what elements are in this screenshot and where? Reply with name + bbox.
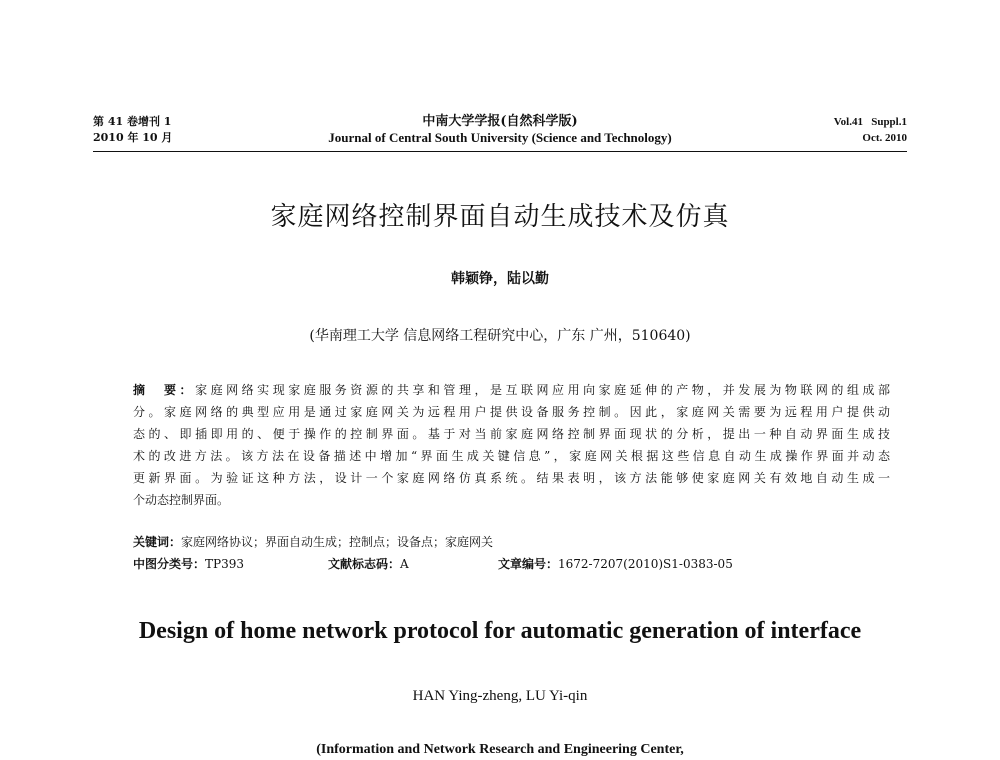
classification-row — [133, 555, 733, 572]
paper-title-cn: 家庭网络控制界面自动生成技术及仿真 — [270, 202, 730, 232]
date-en: Oct. 2010 — [862, 132, 907, 144]
abstract-cn — [133, 379, 890, 511]
article-number: 文章编号：1672-7207(2010)S1-0383-05 — [498, 557, 733, 571]
abstract-line: 个动态控制界面。 — [133, 493, 230, 507]
authors-cn: 韩颖铮，陆以勤 — [451, 271, 549, 287]
journal-name-en: Journal of Central South University (Science and Technology) — [328, 130, 672, 145]
document-code: 文献标志码：A — [328, 557, 409, 571]
header-right — [834, 114, 907, 146]
abstract-line: 分。家庭网络的典型应用是通过家庭网关为远程用户提供设备服务控制。因此，家庭网关需要为远程用户提供动 — [133, 405, 890, 419]
date-cn: 2010 年 10 月 — [93, 131, 173, 144]
abstract-line: 术的改进方法。该方法在设备描述中增加“界面生成关键信息”，家庭网关根据这些信息自动生成操作界面并动态 — [133, 449, 890, 463]
affiliation-en: (Information and Network Research and Engineering Center, — [316, 742, 684, 757]
header-rule — [93, 151, 907, 152]
abstract-line: 更新界面。为验证这种方法，设计一个家庭网络仿真系统。结果表明，该方法能够使家庭网关有效地自动生成一 — [133, 471, 890, 485]
abstract-label: 摘 要： — [133, 383, 196, 397]
volume-cn: 第 41 卷增刊 1 — [93, 115, 172, 128]
journal-name-cn: 中南大学学报(自然科学版) — [422, 114, 578, 129]
abstract-line: 摘 要：家庭网络实现家庭服务资源的共享和管理，是互联网应用向家庭延伸的产物，并发展为物联网的组成部 — [133, 383, 890, 397]
keywords-label: 关键词： — [133, 535, 182, 549]
affiliation-cn: (华南理工大学 信息网络工程研究中心，广东 广州，510640) — [309, 328, 691, 344]
volume-en: Vol.41 Suppl.1 — [833, 116, 907, 128]
abstract-line: 态的、即插即用的、便于操作的控制界面。基于对当前家庭网络控制界面现状的分析，提出一种自动界面生成技 — [133, 427, 890, 441]
paper-title-en: Design of home network protocol for automatic generation of interface — [138, 618, 862, 644]
clc-number: 中图分类号：TP393 — [133, 557, 244, 571]
keywords-cn — [133, 533, 493, 550]
keywords-text: 家庭网络协议；界面自动生成；控制点；设备点；家庭网关 — [181, 535, 494, 549]
authors-en: HAN Ying-zheng, LU Yi-qin — [412, 688, 588, 704]
